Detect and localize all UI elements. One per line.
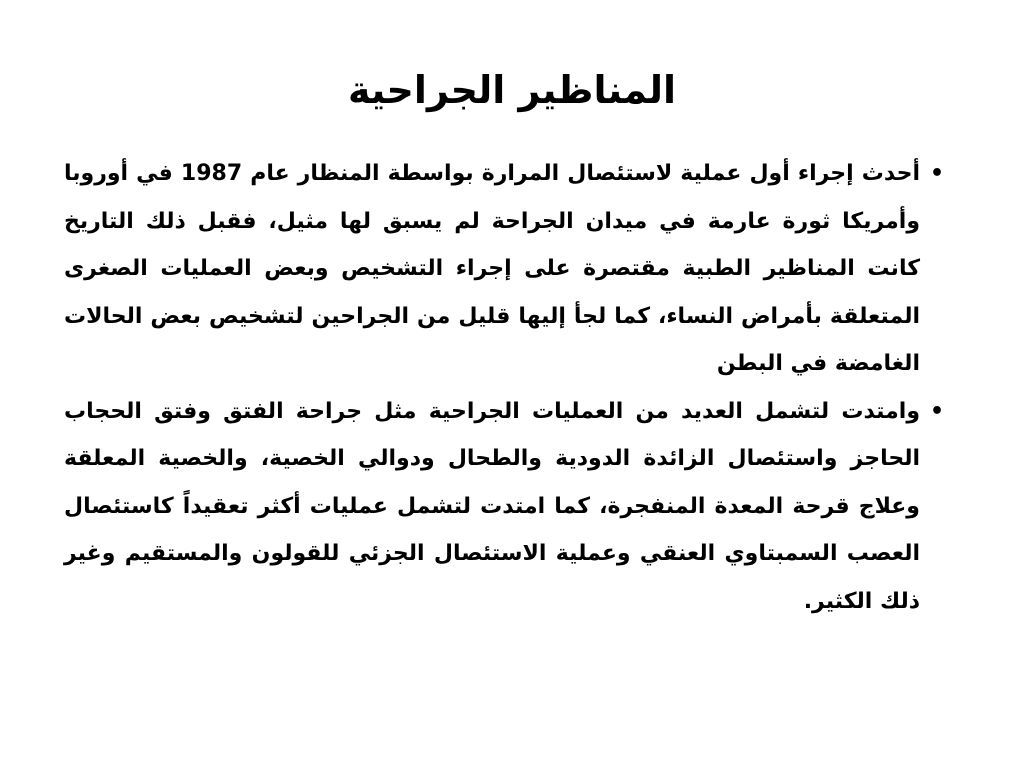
- bullet-dot-icon: •: [929, 398, 944, 424]
- bullet-dot-icon: •: [929, 161, 944, 186]
- slide-title: المناظير الجراحية: [347, 68, 676, 112]
- bullet-item-2: [64, 388, 944, 626]
- bullet-item-1: [64, 150, 944, 388]
- bullet-list: [64, 150, 944, 625]
- bullet-text-1: أحدث إجراء أول عملية لاستئصال المرارة بواسطة المنظار عام 1987 في أوروبا وأمريكا ثورة عارمة في ميدان الجراحة لم يسبق لها مثيل، فقبل ذلك التاريخ كانت المناظير الطبية مقتصرة على إجراء التشخيص وبعض العمليات الصغرى المتعلقة بأمراض النساء، كما لجأ إليها قليل من الجراحين لتشخيص بعض الحالات الغامضة في البطن: [64, 161, 920, 376]
- bullet-text-2: وامتدت لتشمل العديد من العمليات الجراحية مثل جراحة الفتق وفتق الحجاب الحاجز واستئصال الزائدة الدودية والطحال ودوالي الخصية، والخصية المعلقة وعلاج قرحة المعدة المنفجرة، كما امتدت لتشمل عمليات أكثر تعقيداً كاستئصال العصب السمبتاوي العنقي وعملية الاستئصال الجزئي للقولون والمستقيم وغير ذلك الكثير.: [64, 398, 920, 614]
